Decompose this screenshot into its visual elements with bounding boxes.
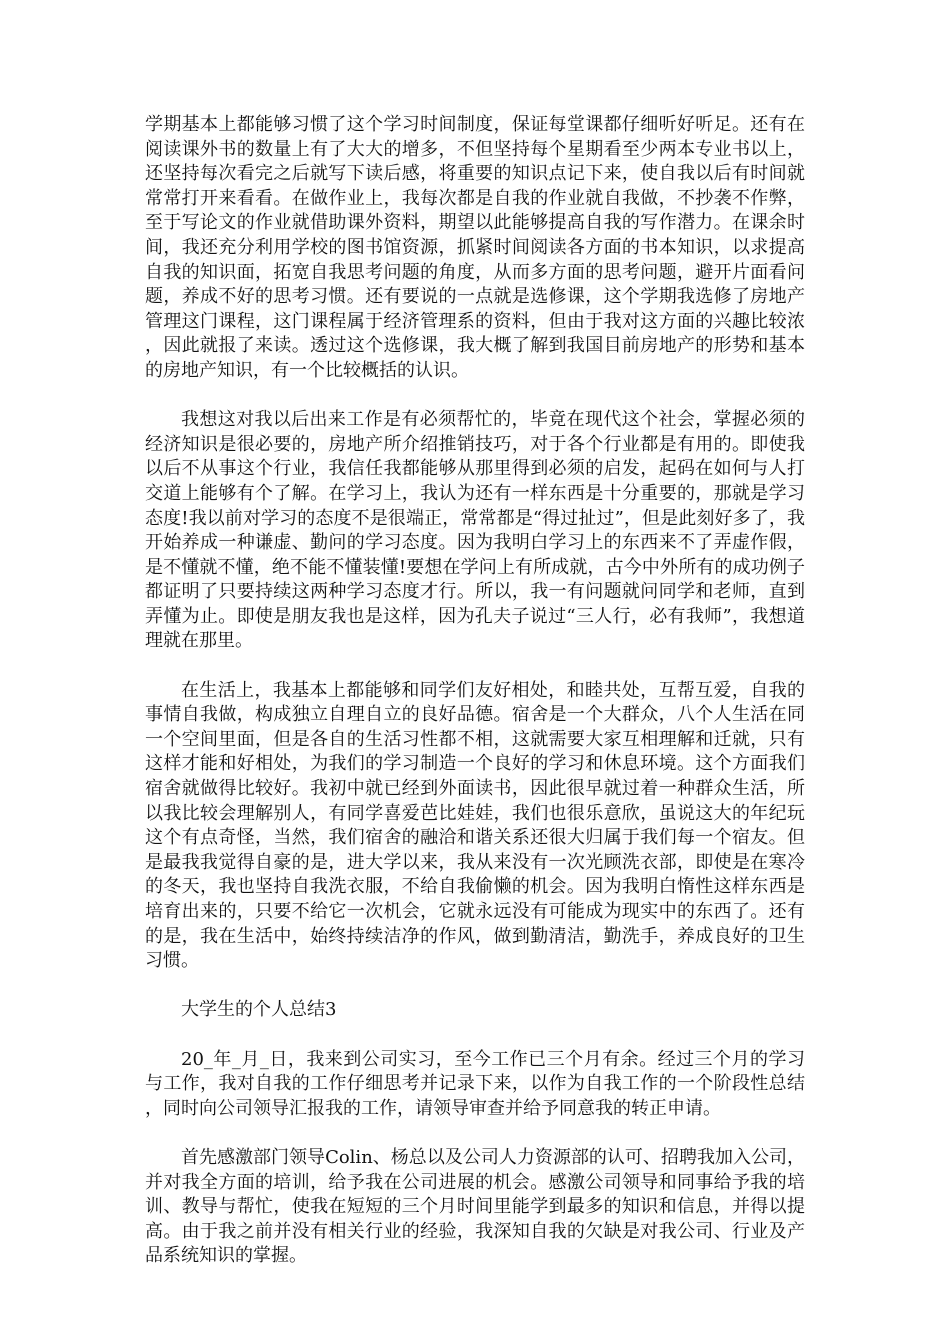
section-heading: 大学生的个人总结3: [181, 999, 337, 1021]
paragraph-study-attitude: 我想这对我以后出来工作是有必须帮忙的，毕竟在现代这个社会，掌握必须的经济知识是很必要的，房地产所介绍推销技巧，对于各个行业都是有用的。即使我以后不从事这个行业，我信任我都能够从那里得到必须的启发，起码在如何与人打交道上能够有个了解。在学习上，我认为还有一样东西是十分重要的，那就是学习态度!我以前对学习的态度不是很端正，常常都是“得过扯过”，但是此刻好多了，我开始养成一种谦虚、勤问的学习态度。因为我明白学习上的东西来不了弄虚作假，是不懂就不懂，绝不能不懂装懂!要想在学问上有所成就，古今中外所有的成功例子都证明了只要持续这两种学习态度才行。所以，我一有问题就问同学和老师，直到弄懂为止。即使是朋友我也是这样，因为孔夫子说过“三人行，必有我师”，我想道理就在那里。: [145, 409, 805, 652]
paragraph-daily-life: 在生活上，我基本上都能够和同学们友好相处，和睦共处，互帮互爱，自我的事情自我做，构成独立自理自立的良好品德。宿舍是一个大群众，八个人生活在同一个空间里面，但是各自的生活习性都不相，这就需要大家互相理解和迁就，只有这样才能和好相处，为我们的学习制造一个良好的学习和休息环境。这个方面我们宿舍就做得比较好。我初中就已经到外面读书，因此很早就过着一种群众生活，所以我比较会理解别人，有同学喜爱芭比娃娃，我们也很乐意欣，虽说这大的年纪玩这个有点奇怪，当然，我们宿舍的融洽和谐关系还很大归属于我们每一个宿友。但是最我我觉得自豪的是，进大学以来，我从来没有一次光顾洗衣部，即使是在寒冷的冬天，我也坚持自我洗衣服，不给自我偷懒的机会。因为我明白惰性这样东西是培育出来的，只要不给它一次机会，它就永远没有可能成为现实中的东西了。还有的是，我在生活中，始终持续洁净的作风，做到勤清洁，勤洗手，养成良好的卫生习惯。: [145, 679, 805, 972]
paragraph-internship-intro: 20_年_月_日，我来到公司实习，至今工作已三个月有余。经过三个月的学习与工作，我对自我的工作仔细思考并记录下来，以作为自我工作的一个阶段性总结，同时向公司领导汇报我的工作，请领导审查并给予同意我的转正申请。: [145, 1048, 805, 1119]
paragraph-thanks: 首先感激部门领导Colin、杨总以及公司人力资源部的认可、招聘我加入公司，并对我全方面的培训，给予我在公司进展的机会。感激公司领导和同事给予我的培训、教导与帮忙，使我在短短的三个月时间里能学到最多的知识和信息，并得以提高。由于我之前并没有相关行业的经验，我深知自我的欠缺是对我公司、行业及产品系统知识的掌握。: [145, 1146, 805, 1267]
paragraph-study-habits: 学期基本上都能够习惯了这个学习时间制度，保证每堂课都仔细听好听足。还有在阅读课外书的数量上有了大大的增多，不但坚持每个星期看至少两本专业书以上，还坚持每次看完之后就写下读后感，将重要的知识点记下来，使自我以后有时间就常常打开来看看。在做作业上，我每次都是自我的作业就自我做，不抄袭不作弊，至于写论文的作业就借助课外资料，期望以此能够提高自我的写作潜力。在课余时间，我还充分利用学校的图书馆资源，抓紧时间阅读各方面的书本知识，以求提高自我的知识面，拓宽自我思考问题的角度，从而多方面的思考问题，避开片面看问题，养成不好的思考习惯。还有要说的一点就是选修课，这个学期我选修了房地产管理这门课程，这门课程属于经济管理系的资料，但由于我对这方面的兴趣比较浓，因此就报了来读。透过这个选修课，我大概了解到我国目前房地产的形势和基本的房地产知识，有一个比较概括的认识。: [145, 114, 805, 381]
document-page: [145, 113, 805, 1294]
